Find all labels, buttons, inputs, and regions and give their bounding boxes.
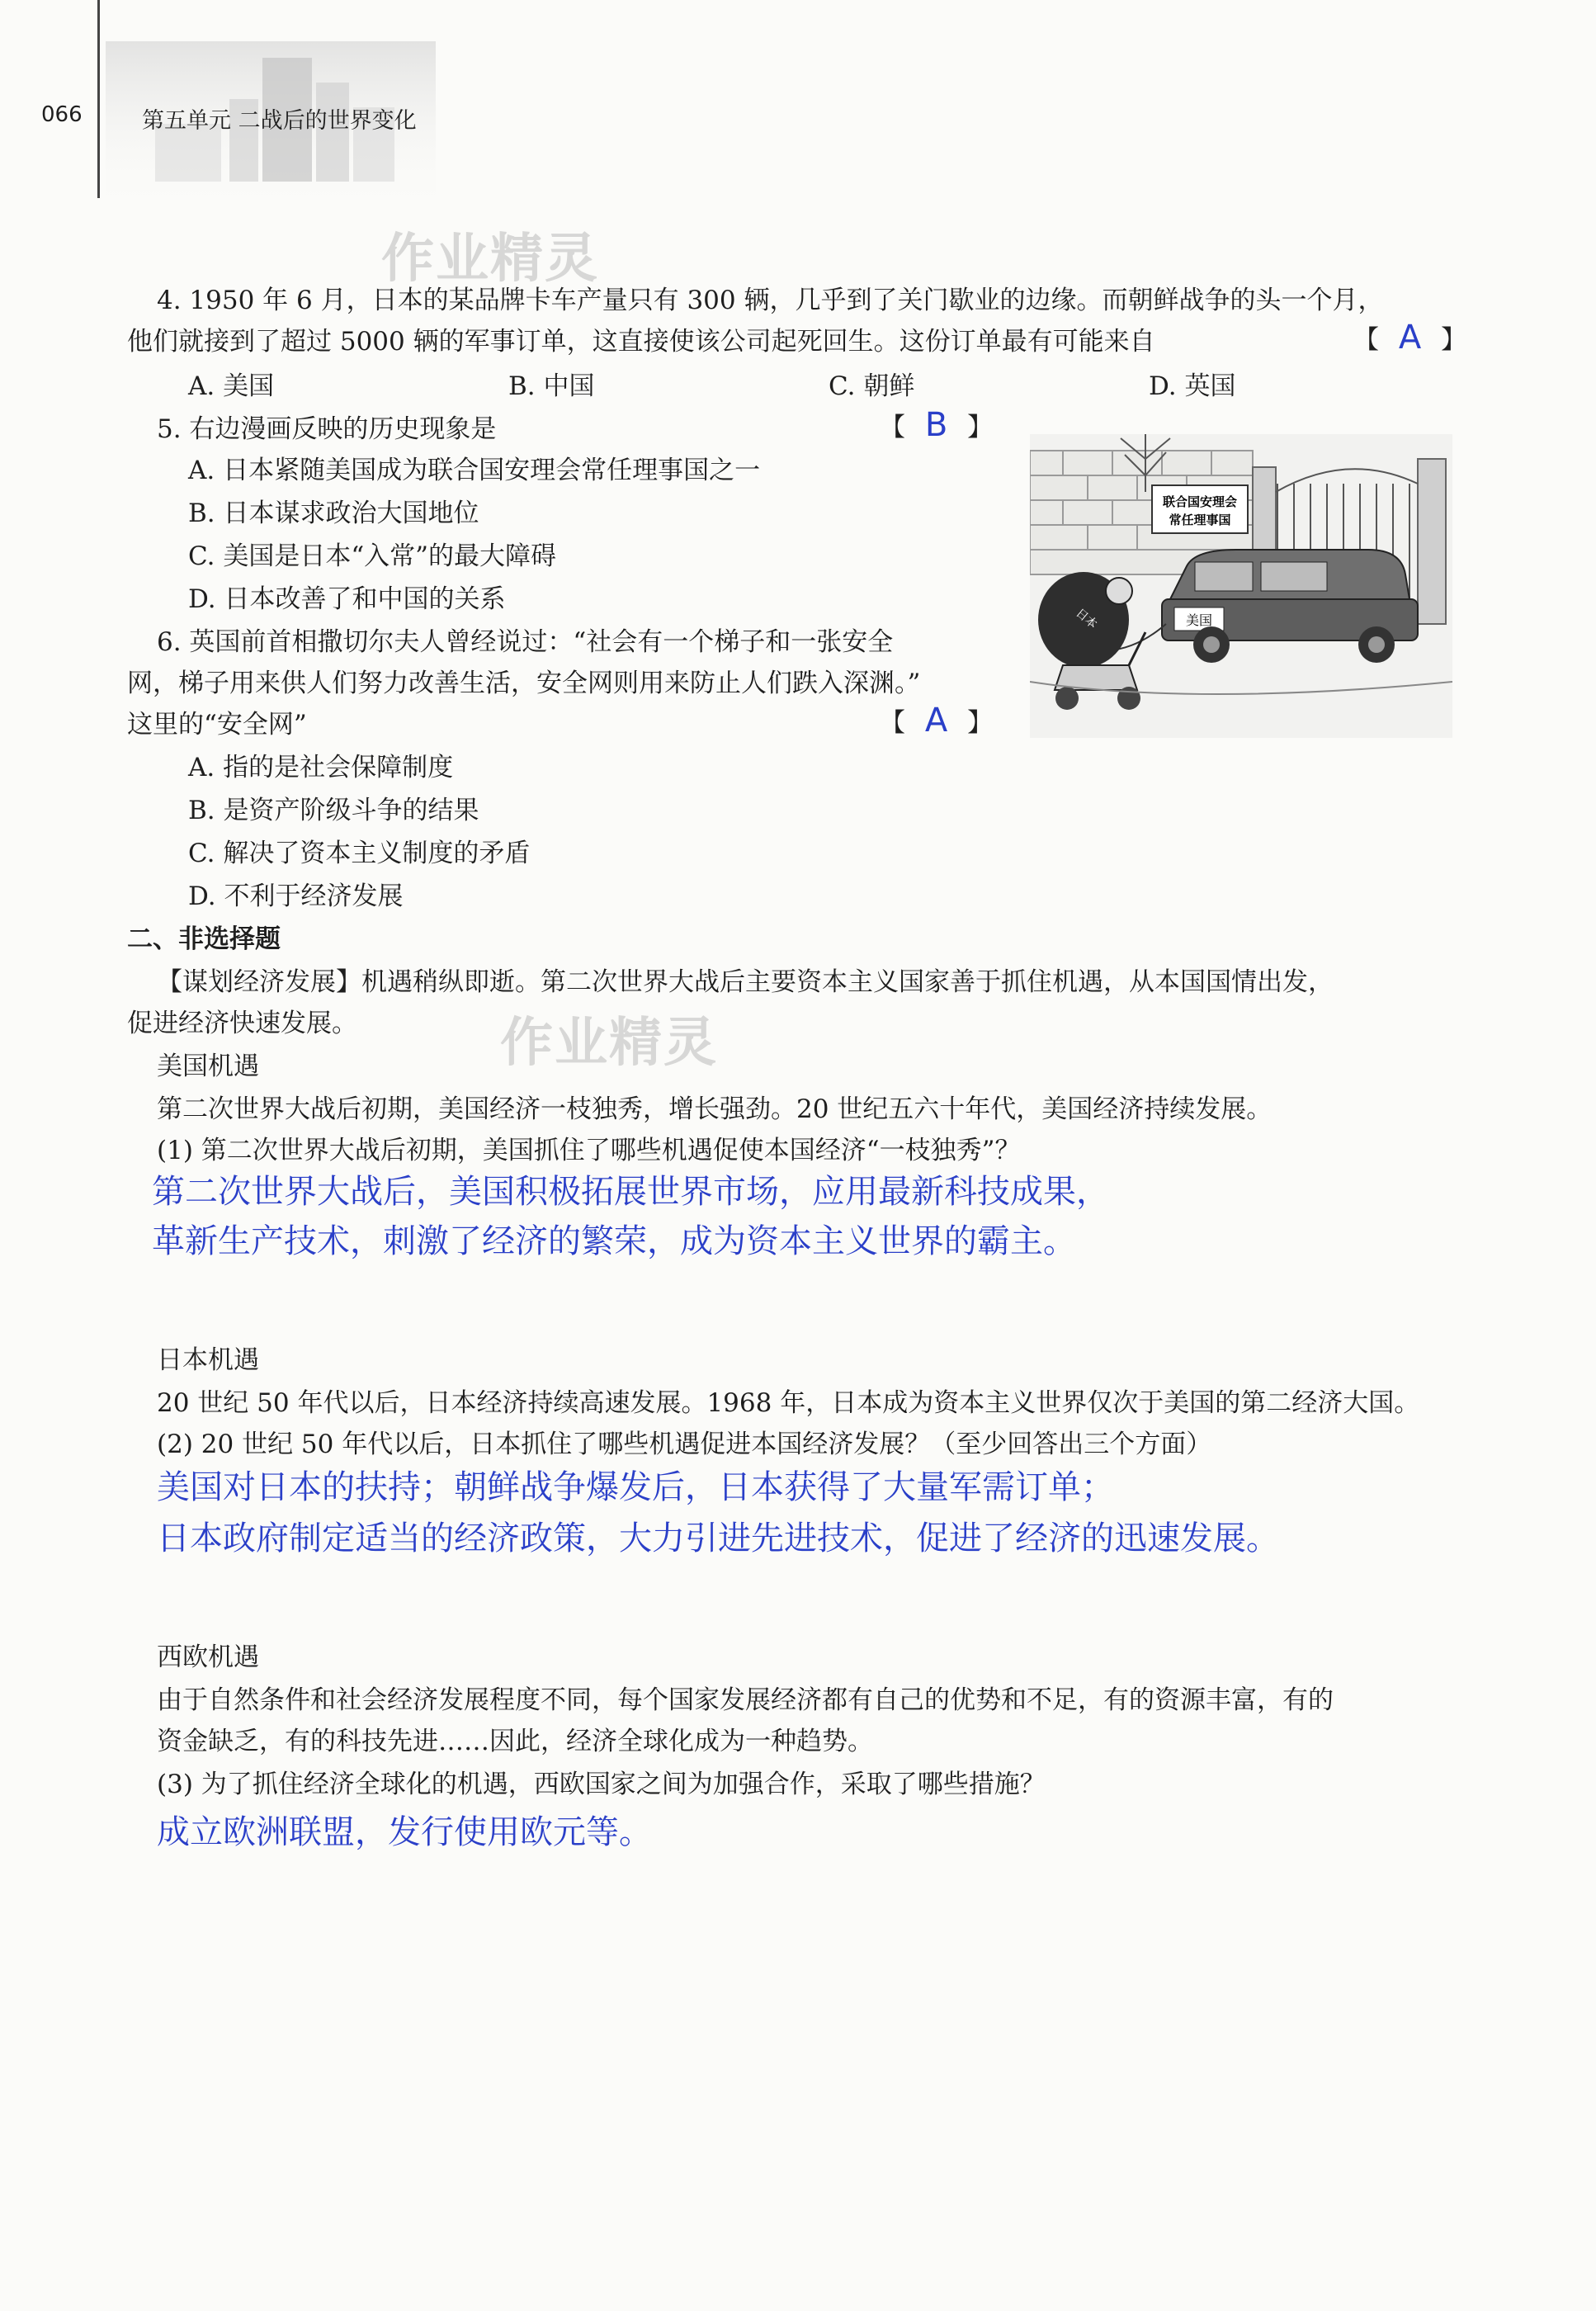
unit-title: 第五单元 二战后的世界变化 [142, 108, 417, 134]
q6-stem-line2: 网，梯子用来供人们努力改善生活，安全网则用来防止人们跌入深渊。” [127, 669, 921, 698]
q4-option-d: D. 英国 [1149, 371, 1236, 401]
page-number: 066 [41, 102, 83, 127]
q4-option-b: B. 中国 [508, 371, 595, 401]
q5-bracket [880, 406, 993, 444]
japan-question: (2) 20 世纪 50 年代以后，日本抓住了哪些机遇促进本国经济发展？（至少回答出三个方面） [157, 1430, 1212, 1459]
q5-stem: 5. 右边漫画反映的历史现象是 [157, 414, 497, 444]
bracket-close: 】 [1441, 325, 1467, 355]
q6-option-d: D. 不利于经济发展 [188, 881, 404, 911]
bracket-close: 】 [967, 413, 994, 442]
bracket-open: 【 [1353, 325, 1379, 355]
japan-text: 20 世纪 50 年代以后，日本经济持续高速发展。1968 年，日本成为资本主义世界仅次于美国的第二经济大国。 [157, 1388, 1420, 1418]
cartoon-car-label: 美国 [1185, 612, 1213, 628]
cartoon-sign-line1: 联合国安理会 [1162, 494, 1238, 509]
q4-stem-line1: 4. 1950 年 6 月，日本的某品牌卡车产量只有 300 辆，几乎到了关门歇业的边缘。而朝鲜战争的头一个月， [157, 286, 1384, 315]
q6-option-b: B. 是资产阶级斗争的结果 [188, 796, 479, 825]
japan-answer-line1: 美国对日本的扶持；朝鲜战争爆发后，日本获得了大量军需订单； [157, 1468, 1114, 1506]
q4-stem-line2: 他们就接到了超过 5000 辆的军事订单，这直接使该公司起死回生。这份订单最有可能来自 [127, 327, 1155, 357]
q6-option-a: A. 指的是社会保障制度 [188, 753, 454, 782]
q6-answer: A [924, 702, 948, 740]
q6-stem-line3: 这里的“安全网” [127, 710, 307, 740]
cartoon-sign-line2: 常任理事国 [1169, 513, 1231, 527]
europe-text-line1: 由于自然条件和社会经济发展程度不同，每个国家发展经济都有自己的优势和不足，有的资源丰富，有的 [157, 1685, 1334, 1715]
q5-answer: B [924, 406, 948, 444]
europe-text-line2: 资金缺乏，有的科技先进……因此，经济全球化成为一种趋势。 [157, 1727, 873, 1756]
cartoon-bag-label: 日本 [1073, 606, 1100, 632]
q4-answer: A [1398, 319, 1422, 357]
q5-option-a: A. 日本紧随美国成为联合国安理会常任理事国之一 [188, 456, 761, 485]
japan-heading: 日本机遇 [157, 1345, 259, 1375]
us-answer-line1: 第二次世界大战后，美国积极拓展世界市场，应用最新科技成果， [152, 1173, 1109, 1211]
section-title: 二、非选择题 [127, 924, 281, 954]
bracket-open: 【 [880, 413, 905, 442]
q6-stem-line1: 6. 英国前首相撒切尔夫人曾经说过：“社会有一个梯子和一张安全 [157, 627, 894, 657]
q6-bracket [880, 702, 993, 740]
europe-question: (3) 为了抓住经济全球化的机遇，西欧国家之间为加强合作，采取了哪些措施？ [157, 1770, 1046, 1799]
header-rule [97, 0, 100, 198]
bracket-open: 【 [880, 708, 905, 738]
us-question: (1) 第二次世界大战后初期，美国抓住了哪些机遇促使本国经济“一枝独秀”？ [157, 1136, 1021, 1165]
political-cartoon [1030, 434, 1452, 738]
europe-heading: 西欧机遇 [157, 1642, 259, 1672]
q5-option-d: D. 日本改善了和中国的关系 [188, 584, 506, 614]
us-text: 第二次世界大战后初期，美国经济一枝独秀，增长强劲。20 世纪五六十年代，美国经济持续发展。 [157, 1094, 1273, 1124]
bracket-close: 】 [967, 708, 994, 738]
us-heading: 美国机遇 [157, 1052, 259, 1081]
europe-answer: 成立欧洲联盟，发行使用欧元等。 [157, 1813, 652, 1851]
watermark: 作业精灵 [500, 1013, 718, 1074]
q4-option-c: C. 朝鲜 [829, 371, 915, 401]
japan-answer-line2: 日本政府制定适当的经济政策，大力引进先进技术，促进了经济的迅速发展。 [157, 1519, 1279, 1557]
q6-option-c: C. 解决了资本主义制度的矛盾 [188, 839, 531, 868]
us-answer-line2: 革新生产技术，刺激了经济的繁荣，成为资本主义世界的霸主。 [152, 1222, 1076, 1260]
q5-option-c: C. 美国是日本“入常”的最大障碍 [188, 541, 557, 571]
q5-option-b: B. 日本谋求政治大国地位 [188, 499, 479, 528]
section-intro-line2: 促进经济快速发展。 [127, 1009, 357, 1038]
q4-bracket [1353, 319, 1466, 357]
watermark: 作业精灵 [381, 229, 599, 290]
q4-option-a: A. 美国 [188, 371, 275, 401]
section-intro-line1: 【谋划经济发展】机遇稍纵即逝。第二次世界大战后主要资本主义国家善于抓住机遇，从本国国情出发， [157, 967, 1334, 997]
